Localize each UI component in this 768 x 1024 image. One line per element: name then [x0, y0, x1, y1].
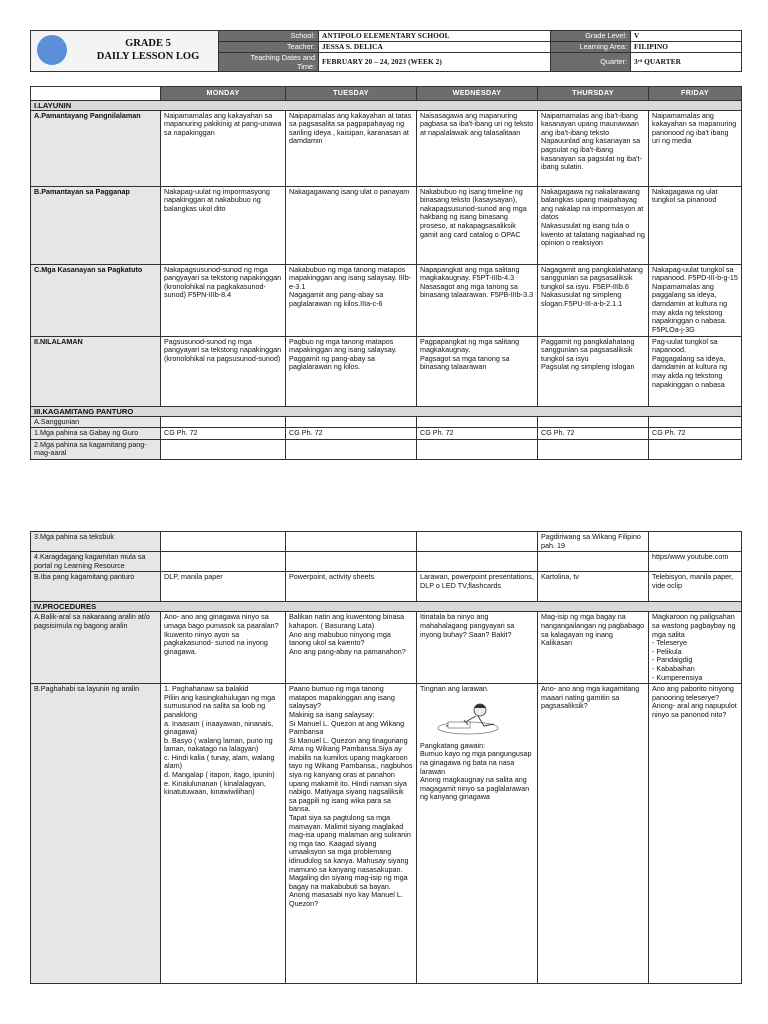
cell-friday: Ano ang paborito ninyong panooring teleserye? Anong- aral ang napupulot ninyo sa panonod nito?	[649, 684, 742, 984]
cell-friday: Nakapag-uulat tungkol sa napanood. F5PD-III-b-g-15 Naipamamalas ang paggalang sa ideya, damdamin at kultura ng may akda ng tekstong napakinggan o nabasa. F5PLOa-j-3G	[649, 264, 742, 336]
cell-thursday: Paggamit ng pangkalahatang sanggunian sa pagsasaliksik tungkol sa isyu Pagsulat ng simpleng islogan	[538, 336, 649, 406]
cell-wednesday: Naisasagawa ang mapanuring pagbasa sa iba't-ibang uri ng teksto at napalalawak ang talasalitaan	[417, 110, 538, 186]
lesson-table-top	[30, 86, 742, 460]
row-3-mga-pahina-sa-teksbuk	[31, 532, 742, 552]
section-row	[31, 602, 742, 612]
cell-thursday	[538, 439, 649, 459]
top-page	[30, 30, 741, 460]
school-value: ANTIPOLO ELEMENTARY SCHOOL	[319, 31, 551, 42]
cell-tuesday: Powerpoint, activity sheets	[286, 572, 417, 602]
cell-thursday: CG Ph. 72	[538, 428, 649, 440]
cell-thursday: Naipamamalas ang iba't-ibang kasanayan upang maunawaan ang iba't-ibang teksto Napauunlad ang kasanayan sa pagsulat ng iba't-ibang kasanayan sa pagsulat ng iba't-ibang sulatin.	[538, 110, 649, 186]
cell-monday: Ano- ano ang ginagawa ninyo sa umaga bago pumasok sa paaralan? Ikuwento ninyo ayon sa pagkakasunod- sunod na inyong ginagawa.	[161, 612, 286, 684]
cell-monday: Pagsusunod-sunod ng mga pangyayari sa tekstong napakinggan (kronolohikal na pagsusunod-sunod)	[161, 336, 286, 406]
cell-monday	[161, 439, 286, 459]
cell-friday: https/www youtube.com	[649, 552, 742, 572]
cell-monday	[161, 416, 286, 428]
row-1-mga-pahina-sa-gabay-ng-guro	[31, 428, 742, 440]
day-header-tuesday: TUESDAY	[286, 87, 417, 101]
cell-thursday: Kartolina, tv	[538, 572, 649, 602]
cell-friday: Pag-uulat tungkol sa napanood. Paggagalang sa ideya, damdamin at kultura ng may akda ng tekstong napakinggan o nabasa	[649, 336, 742, 406]
cell-monday: DLP, manila paper	[161, 572, 286, 602]
day-header-row	[31, 87, 742, 101]
section-title: III.KAGAMITANG PANTURO	[31, 406, 742, 416]
row-label: A.Sanggunian	[31, 416, 161, 428]
cell-friday: Nakagagawa ng ulat tungkol sa pinanood	[649, 186, 742, 264]
cell-tuesday: Balikan natin ang kuwentong binasa kahapon. ( Basurang Lata) Ano ang mabubuo ninyong mga tanong ukol sa kwento? Ano ang pang-abay na pamanahon?	[286, 612, 417, 684]
header-table	[30, 30, 742, 72]
cell-wednesday: Nakabubuo ng isang timeline ng binasang teksto (kasaysayan), nakapagsusunod-sunod ang mga hakbang ng isang binasang proseso, at nakapagsasaliksik gamit ang card catalog o OPAC	[417, 186, 538, 264]
quarter-label: Quarter:	[551, 53, 631, 72]
cell-tuesday: Nakagagawang isang ulat o panayam	[286, 186, 417, 264]
section-row	[31, 406, 742, 416]
row-label: B.Paghahabi sa layunin ng aralin	[31, 684, 161, 984]
cell-tuesday: Paano bumuo ng mga tanong matapos mapakinggan ang isang salaysay? Makinig sa isang salaysay: Si Manuel L. Quezon at ang Wikang Pambansa Si Manuel L. Quezon ang tinaguriang Ama ng Wikang Pambansa.Siya ay mabilis na kumilos upang magkaroon tayo ng Wikang Pambansa., nagbuhos siya ng kanyang oras at panahon upang makamit ito. Hindi naman siya nabigo. Matiyaga siyang nagsaliksik sa pagpili ng isang wika para sa bansa. Tapat siya sa pagtulong sa mga mamayan. Malimit siyang maglakad mag-isa upang malaman ang suliranin ng mga tao. Kaagad siyang umaaksyon sa mga problemang idinudulog sa kanya. Mahusay siyang mamuno sa kanyang nasasakupan. Magaling din siyang mag-isip ng mga bagay na makabubuti sa bayan. Anong masasabi nyo kay Manuel L. Quezon?	[286, 684, 417, 984]
row-b-iba-pang-kagamitang-panturo	[31, 572, 742, 602]
row-a-balik-aral-sa-nakaraang-aralin-at-o-pa	[31, 612, 742, 684]
grade-title: GRADE 5 DAILY LESSON LOG	[96, 38, 200, 62]
cell-tuesday: CG Ph. 72	[286, 428, 417, 440]
cell-thursday: Ano- ano ang mga kagamitang maaari nating gamitin sa pagsasaliksik?	[538, 684, 649, 984]
cell-tuesday	[286, 439, 417, 459]
row-label: B.Iba pang kagamitang panturo	[31, 572, 161, 602]
cell-thursday: Nagagamit ang pangkalahatang sanggunian sa pagsasaliksik tungkol sa isyu. F5EP-IIIb.6 Nakasusulat ng simpleng slogan.F5PU-III-a-b-2.1.1	[538, 264, 649, 336]
dates-label: Teaching Dates and Time:	[219, 53, 319, 72]
wednesday-group-activity: Pangkatang gawain: Bumuo kayo ng mga pangungusap na ginagawa ng bata na nasa larawan Anong magkaugnay na salita ang magagamit ninyo sa paglalarawan ng kanyang ginagawa	[420, 740, 532, 802]
cell-thursday	[538, 416, 649, 428]
row-label: B.Pamantayan sa Pagganap	[31, 186, 161, 264]
cell-monday: 1. Paghahanaw sa balakid Piliin ang kasingkahulugan ng mga sumusunod na salita sa loob ng panaklong a. Inaasam ( inaayawan, ninanais, ginagawa) b. Basyo ( walang laman, puno ng laman, nakatago na lalagyan) c. Hindi kalia ( tunay, alam, walang alam) d. Mangalap ( itapon, itago, ipunin) e. Kinalulunanan ( kinalalagyan, kinatutuwaan, kinawiwilihan)	[161, 684, 286, 984]
cell-monday	[161, 532, 286, 552]
cell-tuesday	[286, 552, 417, 572]
row-b-paghahabi-sa-layunin-ng-aralin	[31, 684, 742, 984]
wednesday-instruction: Tingnan ang larawan.	[420, 684, 489, 694]
cell-friday	[649, 439, 742, 459]
grade-level-label: Grade Level:	[551, 31, 631, 42]
cell-wednesday	[417, 552, 538, 572]
cell-tuesday: Pagbuo ng mga tanong matapos mapakinggan ang isang salaysay. Paggamit ng pang-abay sa paglalarawan ng kilos.	[286, 336, 417, 406]
day-header-thursday: THURSDAY	[538, 87, 649, 101]
row-label: C.Mga Kasanayan sa Pagkatuto	[31, 264, 161, 336]
day-header-friday: FRIDAY	[649, 87, 742, 101]
cell-monday: CG Ph. 72	[161, 428, 286, 440]
cell-friday	[649, 532, 742, 552]
row-label: II.NILALAMAN	[31, 336, 161, 406]
cell-tuesday: Naipapamalas ang kakayahan at tatas sa pagsasalita sa pagpapahayag ng sariling ideya , kaisipan, karanasan at damdamin	[286, 110, 417, 186]
row-4-karagdagang-kagamitan-mula-sa-portal-n	[31, 552, 742, 572]
row-label: 2.Mga pahina sa kagamitang pang-mag-aaral	[31, 439, 161, 459]
row-a-sanggunian	[31, 416, 742, 428]
row-label: 1.Mga pahina sa Gabay ng Guro	[31, 428, 161, 440]
row-b-pamantayan-sa-pagganap	[31, 186, 742, 264]
cell-tuesday	[286, 532, 417, 552]
cell-friday: Telebisyon, manila paper, vide oclip	[649, 572, 742, 602]
cell-wednesday	[417, 684, 538, 984]
cell-wednesday	[417, 416, 538, 428]
row-ii-nilalaman	[31, 336, 742, 406]
row-c-mga-kasanayan-sa-pagkatuto	[31, 264, 742, 336]
cell-friday: Magkaroon ng paligsahan sa wastong pagbaybay ng mga salita - Teleserye - Pelikula - Pandaigdig - Kababaihan - Kumperensiya	[649, 612, 742, 684]
cell-tuesday	[286, 416, 417, 428]
cell-thursday	[538, 552, 649, 572]
row-label: 4.Karagdagang kagamitan mula sa portal ng Learning Resource	[31, 552, 161, 572]
cell-monday: Naipamamalas ang kakayahan sa mapanuring pakikinig at pang-unawa sa napakinggan	[161, 110, 286, 186]
school-label: School:	[219, 31, 319, 42]
cell-wednesday: Larawan, powerpoint presentations, DLP o LED TV,flashcards	[417, 572, 538, 602]
day-header-wednesday: WEDNESDAY	[417, 87, 538, 101]
dates-value: FEBRUARY 20 – 24, 2023 (WEEK 2)	[319, 53, 551, 72]
header-blank-cell	[31, 87, 161, 101]
cell-friday	[649, 416, 742, 428]
cell-tuesday: Nakabubuo ng mga tanong matapos mapakinggan ang isang salaysay. IIIb-e-3.1 Nagagamit ang pang-abay sa paglalarawan ng kilos.IIIa-c-6	[286, 264, 417, 336]
row-label: 3.Mga pahina sa teksbuk	[31, 532, 161, 552]
lesson-table-bottom	[30, 531, 742, 984]
cell-wednesday	[417, 532, 538, 552]
cell-wednesday: CG Ph. 72	[417, 428, 538, 440]
header-logo-cell	[31, 31, 219, 72]
quarter-value: 3ʳᵈ QUARTER	[631, 53, 742, 72]
row-label: A.Balik-aral sa nakaraang aralin at/o pagsisimula ng bagong aralin	[31, 612, 161, 684]
cell-wednesday: Napapangkat ang mga salitang magkakaugnay. F5PT-IIIb-4.3 Nasasagot ang mga tanong sa binasang talaarawan. F5PB-IIIb-3.3	[417, 264, 538, 336]
cell-monday	[161, 552, 286, 572]
cell-thursday: Mag-isip ng mga bagay na nangangailangan ng pagbabago sa kalagayan ng inang Kalikasan	[538, 612, 649, 684]
learning-area-value: FILIPINO	[631, 42, 742, 53]
cell-monday: Nakapagsusunod-sunod ng mga pangyayari sa tekstong napakinggan (kronolohikal na pagkakasunod-sunod) F5PN-IIIb-8.4	[161, 264, 286, 336]
teacher-label: Teacher:	[219, 42, 319, 53]
school-logo-icon	[37, 35, 67, 65]
day-header-monday: MONDAY	[161, 87, 286, 101]
row-2-mga-pahina-sa-kagamitang-pang-mag-aara	[31, 439, 742, 459]
cell-wednesday	[417, 439, 538, 459]
row-label: A.Pamantayang Pangnilalaman	[31, 110, 161, 186]
grade-level-value: V	[631, 31, 742, 42]
teacher-value: JESSA S. DELICA	[319, 42, 551, 53]
cell-monday: Nakapag-uulat ng impormasyong napakinggan at nakabubuo ng balangkas ukol dito	[161, 186, 286, 264]
cell-wednesday: Pagpapangkat ng mga salitang magkakaugnay. Pagsagot sa mga tanong sa binasang talaarawan	[417, 336, 538, 406]
row-a-pamantayang-pangnilalaman	[31, 110, 742, 186]
child-writing-sketch-icon	[428, 698, 508, 738]
cell-thursday: Nakagagawa ng nakalarawang balangkas upang maipahayag ang nakalap na impormasyon at datos Nakasusulat ng isang tula o kwento at talatang nagiaahad ng opinion o reaksiyon	[538, 186, 649, 264]
cell-friday: CG Ph. 72	[649, 428, 742, 440]
section-title: I.LAYUNIN	[31, 100, 742, 110]
cell-wednesday: Itinatala ba ninyo ang mahahalagang pangyayari sa inyong buhay? Saan? Bakit?	[417, 612, 538, 684]
cell-thursday: Pagdiriwang sa Wikang Filipino pah. 19	[538, 532, 649, 552]
section-row	[31, 100, 742, 110]
bottom-page	[30, 531, 741, 984]
section-title: IV.PROCEDURES	[31, 602, 742, 612]
cell-friday: Naipamamalas ang kakayahan sa mapanuring panonood ng iba't ibang uri ng media	[649, 110, 742, 186]
learning-area-label: Learning Area:	[551, 42, 631, 53]
